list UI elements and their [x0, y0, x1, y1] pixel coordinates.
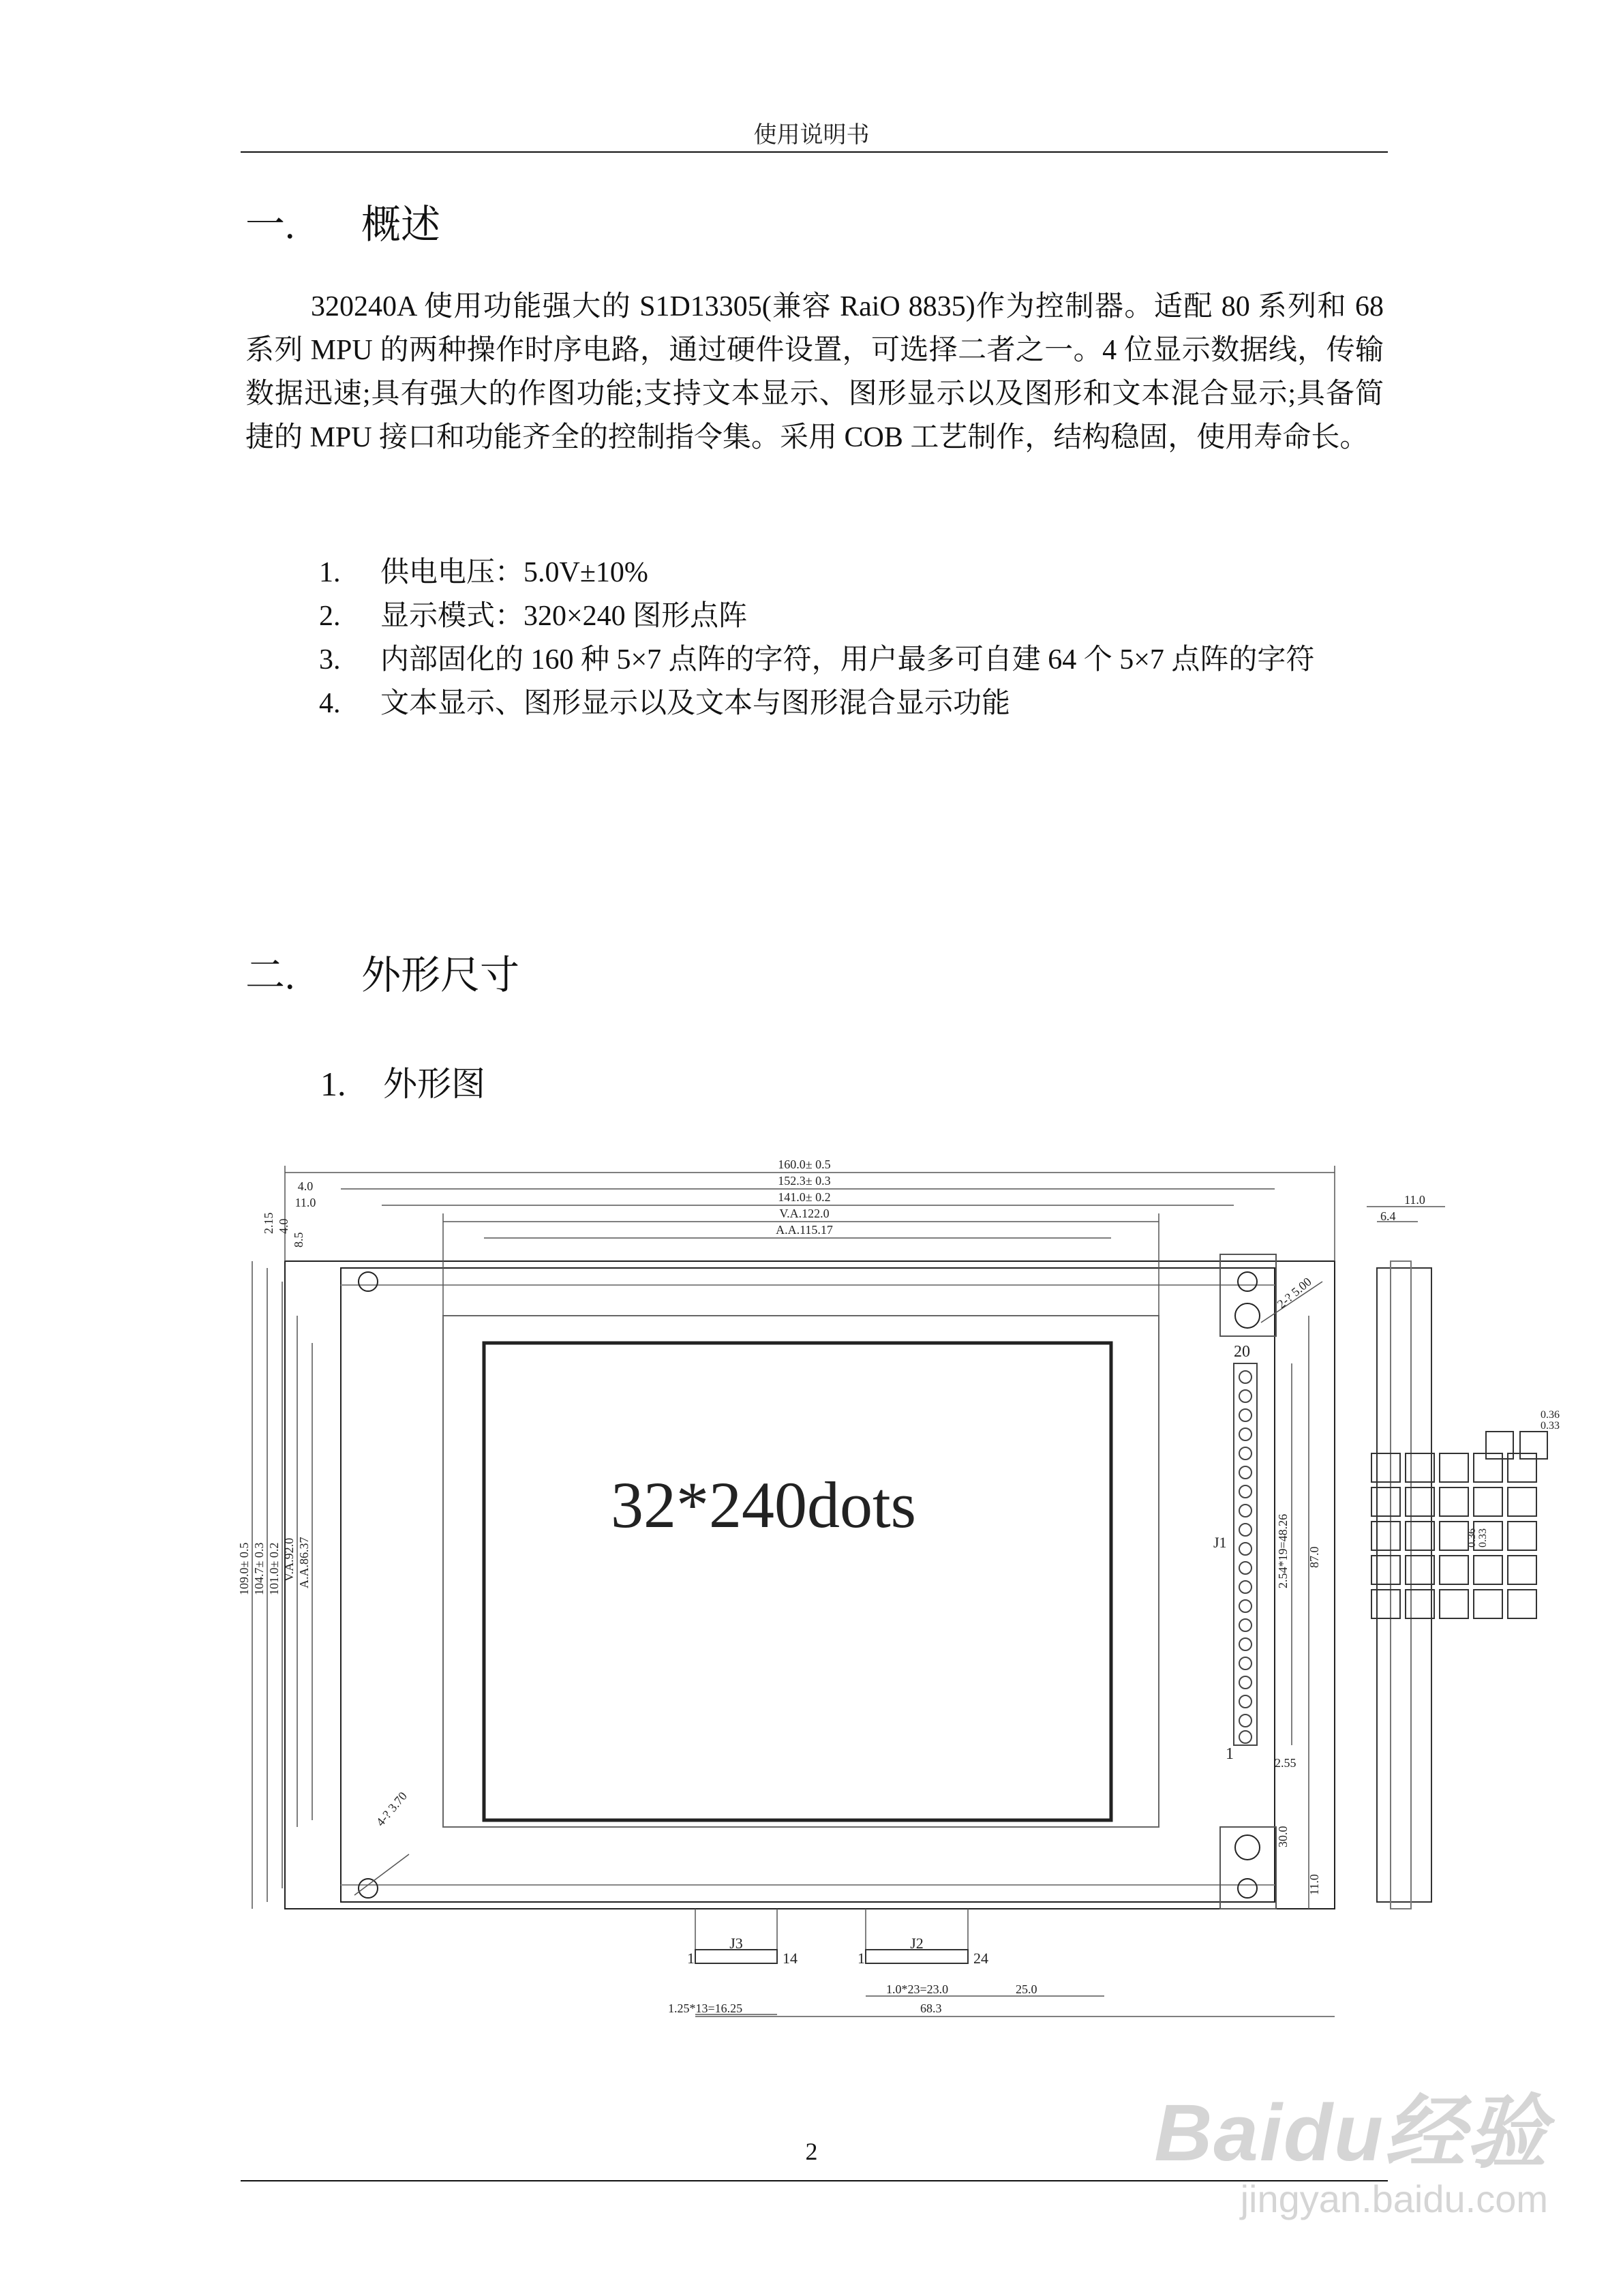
dim-text: 2-? 5.00 [1274, 1274, 1314, 1312]
dim-text: 0.36 [1541, 1409, 1560, 1421]
list-item: 4. 文本显示、图形显示以及文本与图形混合显示功能 [319, 688, 1011, 719]
section-1-number: 一. [245, 202, 295, 247]
dim-text: 160.0± 0.5 [778, 1158, 831, 1171]
bezel-inner [443, 1316, 1159, 1827]
section-2-number: 二. [245, 953, 295, 997]
page-number: 2 [805, 2138, 818, 2165]
dim-text: J3 [729, 1935, 743, 1952]
watermark [1154, 2068, 1548, 2221]
feature-list [319, 551, 1382, 725]
dim-text: 24 [973, 1950, 988, 1967]
dim-text: 14 [783, 1950, 798, 1967]
dim-text: 11.0 [1307, 1874, 1321, 1895]
mount-hole [359, 1272, 378, 1291]
outline-drawing [232, 1145, 1568, 2015]
watermark-logo: Baidu经验 [1154, 2088, 1548, 2178]
dim-text: 2.55 [1275, 1756, 1296, 1770]
dim-text: 104.7± 0.3 [252, 1542, 266, 1595]
dim-text: 109.0± 0.5 [237, 1542, 251, 1595]
list-item: 2. 显示模式：320×240 图形点阵 [319, 601, 748, 632]
dim-text: 30.0 [1276, 1826, 1290, 1847]
dim-text: 8.5 [292, 1232, 305, 1248]
mount-hole [1238, 1879, 1257, 1898]
dim-text: 87.0 [1307, 1546, 1321, 1568]
dim-text: 4-? 3.70 [373, 1789, 410, 1829]
dim-text: 141.0± 0.2 [778, 1190, 831, 1204]
dim-text: 152.3± 0.3 [778, 1174, 831, 1188]
right-tab [1220, 1254, 1276, 1336]
dim-text: A.A.115.17 [776, 1223, 833, 1237]
section-1-heading [245, 192, 440, 250]
watermark-url: jingyan.baidu.com [1240, 2177, 1548, 2220]
mount-hole [1235, 1835, 1260, 1860]
overview-paragraph [245, 285, 1384, 459]
screen-label: 32*240dots [610, 1468, 917, 1541]
mount-hole [1235, 1303, 1260, 1328]
section-1-title: 概述 [361, 202, 441, 247]
dim-text: 6.4 [1380, 1209, 1396, 1223]
overview-text: 320240A 使用功能强大的 S1D13305(兼容 RaiO 8835)作为控制器。适配 80 系列和 68 系列 MPU 的两种操作时序电路，通过硬件设置，可选择二者之一。4 位显示数据线，传输数据迅速;具有强大的作图功能;支持文本显示、图形显示以及图形和文本混合显示;具备简捷的 MPU 接口和功能齐全的控制指令集。采用 COB 工艺制作，结构稳固，使用寿命长。 [245, 291, 1384, 453]
list-item: 3. 内部固化的 160 种 5×7 点阵的字符，用户最多可自建 64 个 5×7 点阵的字符 [319, 644, 1315, 676]
dim-text: 68.3 [920, 2002, 942, 2015]
dim-text: 1 [1226, 1745, 1234, 1763]
lcd-window [484, 1343, 1111, 1820]
dim-text: 1 [687, 1950, 695, 1967]
dim-text: A.A.86.37 [297, 1537, 311, 1588]
page-header: 使用说明书 [753, 123, 870, 148]
right-tab [1220, 1827, 1276, 1909]
dim-text: J2 [910, 1935, 924, 1952]
dim-text: 2.15 [262, 1212, 275, 1234]
list-item: 1. 供电电压：5.0V±10% [319, 557, 648, 588]
metal-frame [341, 1268, 1275, 1902]
dim-text: 2.54*19=48.26 [1276, 1513, 1290, 1588]
dim-text: 1 [858, 1950, 865, 1967]
dim-text: 0.33 [1541, 1420, 1560, 1432]
dim-text: V.A.92.0 [282, 1537, 296, 1582]
dim-text: 4.0 [297, 1179, 314, 1193]
dim-text: 20 [1234, 1343, 1250, 1361]
section-2-heading [245, 943, 519, 1000]
dim-text: V.A.122.0 [779, 1207, 830, 1220]
outline-subheading: 1. 外形图 [320, 1065, 485, 1103]
dim-text: 0.33 [1477, 1528, 1489, 1547]
mount-hole [1238, 1272, 1257, 1291]
j2-connector [866, 1950, 968, 1963]
dim-text: 101.0± 0.2 [267, 1542, 281, 1595]
dim-text: J1 [1213, 1534, 1227, 1551]
dim-text: 1.0*23=23.0 [886, 1982, 949, 1996]
dot-matrix-grid [1370, 1452, 1541, 1629]
dim-text: 0.36 [1466, 1528, 1478, 1547]
j1-pins [1239, 1371, 1252, 1743]
j3-connector [695, 1950, 777, 1963]
dim-text: 1.25*13=16.25 [668, 2002, 743, 2015]
dim-text: 4.0 [277, 1218, 290, 1234]
dim-text: 25.0 [1016, 1982, 1037, 1996]
header-rule [241, 151, 1388, 153]
dim-text: 11.0 [294, 1196, 316, 1209]
mount-hole [359, 1879, 378, 1898]
dim-text: 11.0 [1404, 1193, 1425, 1207]
section-2-title: 外形尺寸 [361, 953, 520, 997]
